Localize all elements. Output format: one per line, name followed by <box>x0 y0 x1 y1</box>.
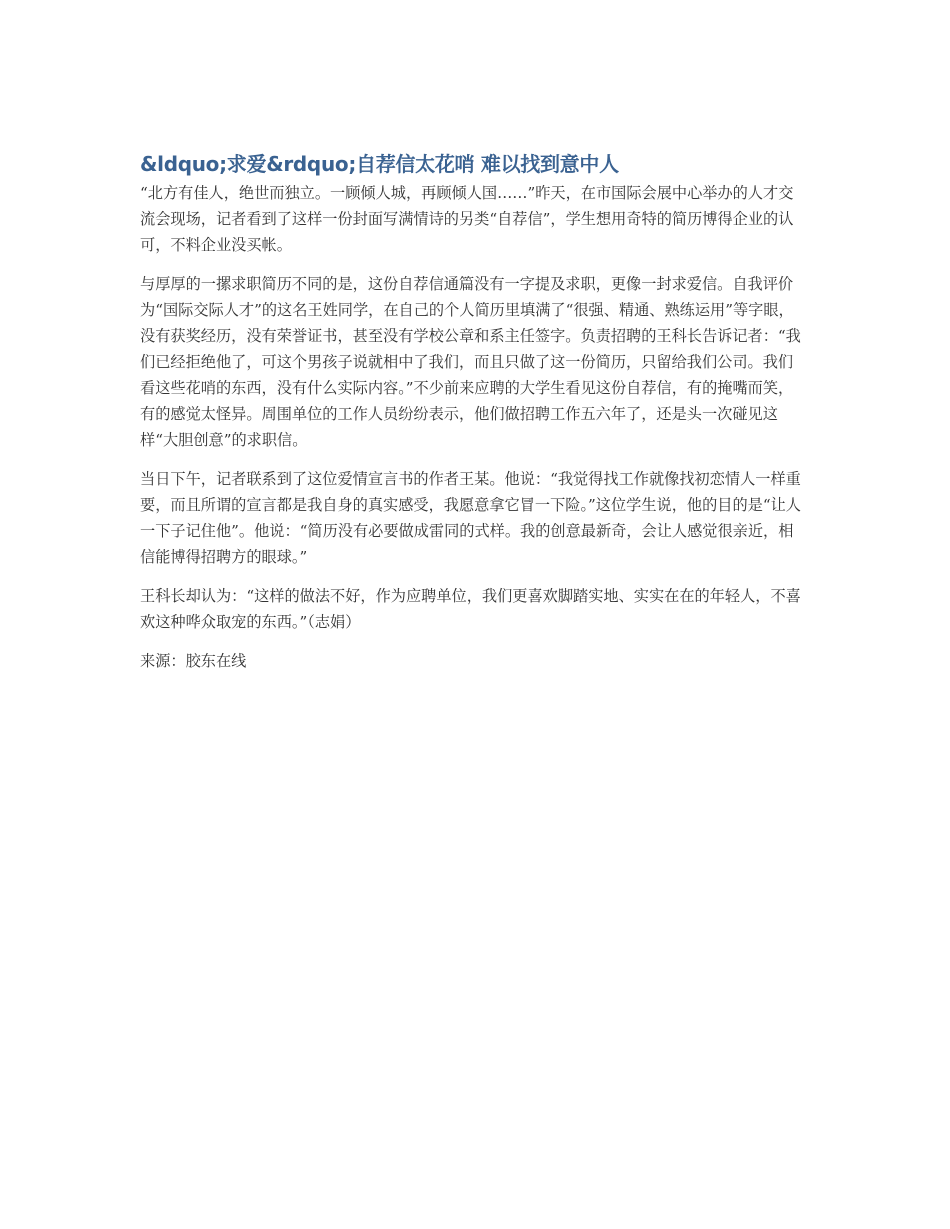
article <box>140 150 808 687</box>
article-paragraph-body-2: 当日下午，记者联系到了这位爱情宣言书的作者王某。他说：“我觉得找工作就像找初恋情人一样重要，而且所谓的宣言都是我自身的真实感受，我愿意拿它冒一下险。”这位学生说，他的目的是“让人一下子记住他”。他说：“简历没有必要做成雷同的式样。我的创意最新奇，会让人感觉很亲近，相信能博得招聘方的眼球。” <box>140 470 801 566</box>
article-paragraph-body-1: 与厚厚的一摞求职简历不同的是，这份自荐信通篇没有一字提及求职，更像一封求爱信。自我评价为“国际交际人才”的这名王姓同学，在自己的个人简历里填满了“很强、精通、熟练运用”等字眼，没有获奖经历，没有荣誉证书，甚至没有学校公章和系主任签字。负责招聘的王科长告诉记者：“我们已经拒绝他了，可这个男孩子说就相中了我们，而且只做了这一份简历，只留给我们公司。我们看这些花哨的东西，没有什么实际内容。”不少前来应聘的大学生看见这份自荐信，有的掩嘴而笑，有的感觉太怪异。周围单位的工作人员纷纷表示，他们做招聘工作五六年了，还是头一次碰见这样“大胆创意”的求职信。 <box>140 275 801 449</box>
article-paragraph-body-3: 王科长却认为：“这样的做法不好，作为应聘单位，我们更喜欢脚踏实地、实实在在的年轻人，不喜欢这种哗众取宠的东西。”（志娟） <box>140 587 801 631</box>
article-paragraph-intro: “北方有佳人，绝世而独立。一顾倾人城，再顾倾人国……”昨天，在市国际会展中心举办的人才交流会现场，记者看到了这样一份封面写满情诗的另类“自荐信”，学生想用奇特的简历博得企业的认可，不料企业没买帐。 <box>140 184 794 254</box>
article-title: &ldquo;求爱&rdquo;自荐信太花哨 难以找到意中人 <box>140 152 619 176</box>
article-source: 来源：胶东在线 <box>140 652 247 670</box>
